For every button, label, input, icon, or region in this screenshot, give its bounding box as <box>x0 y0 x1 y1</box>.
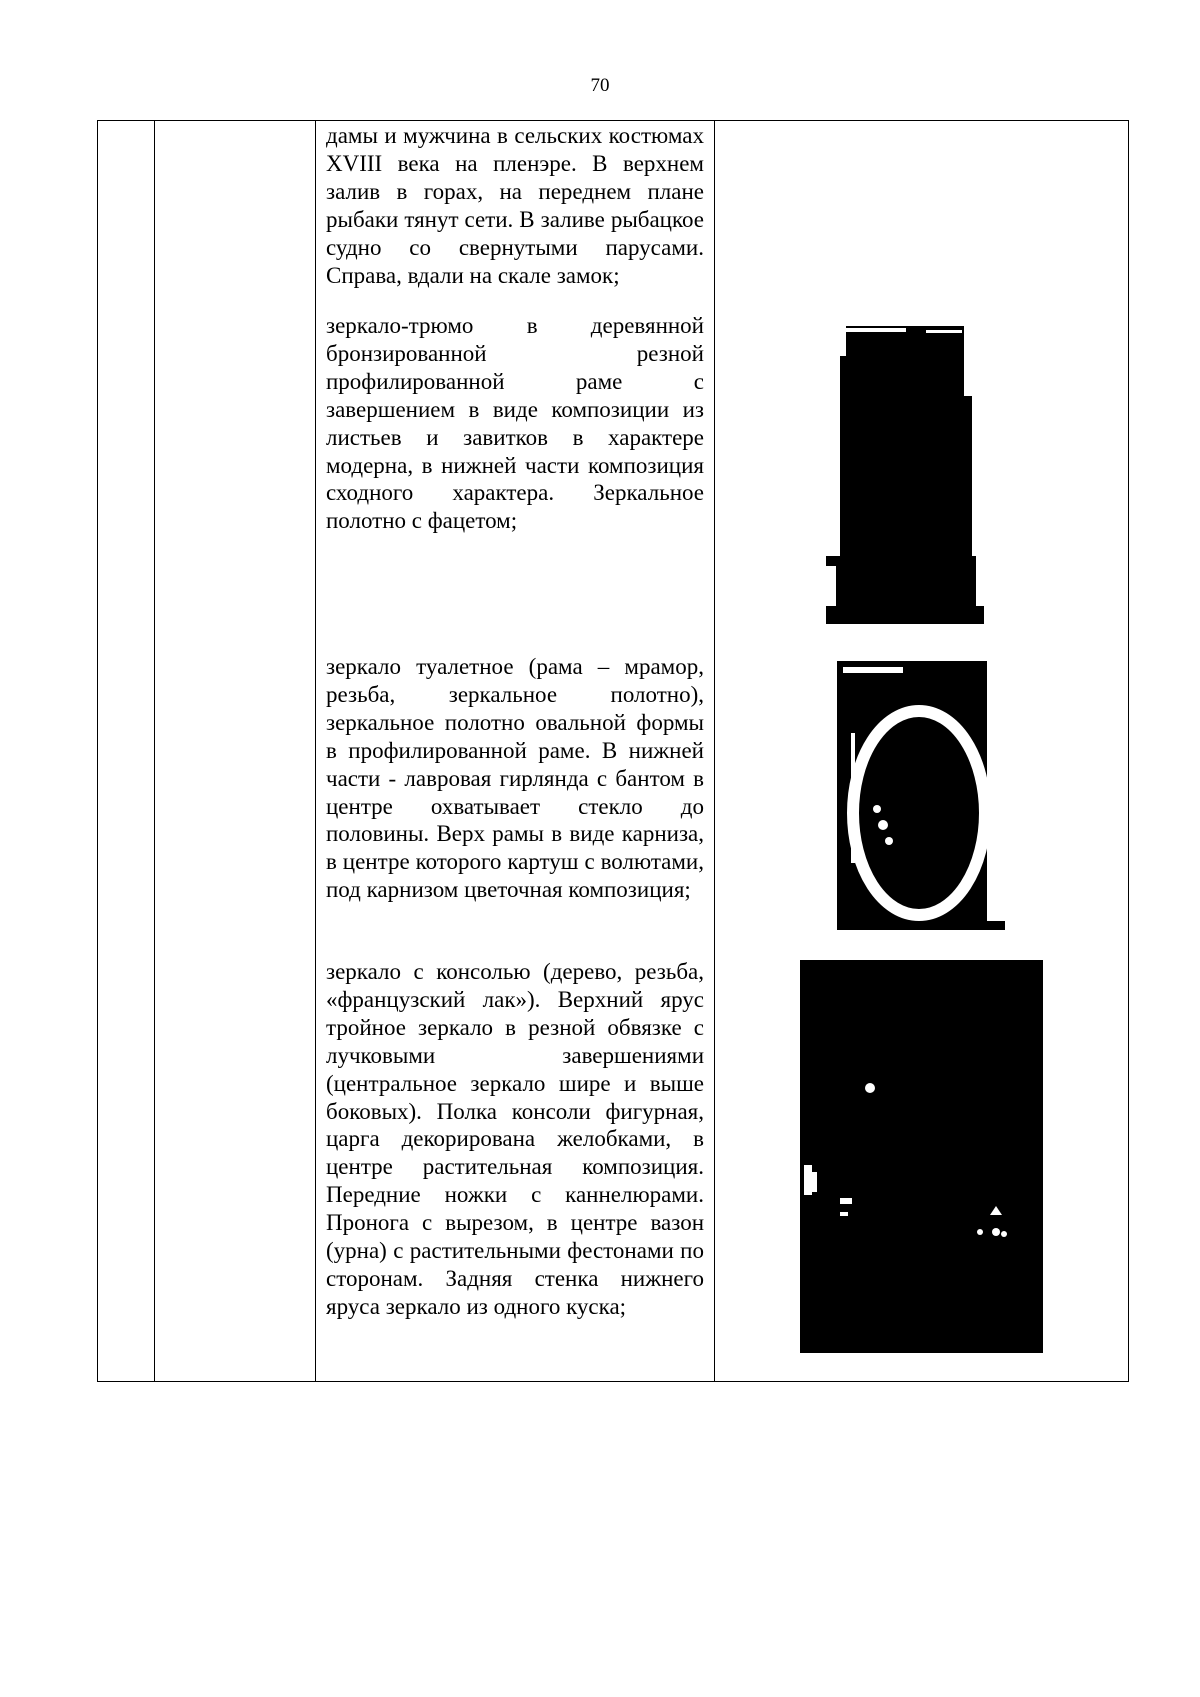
table-border-bottom <box>97 1381 1129 1382</box>
description-fishermen-continuation: дамы и мужчина в сельских костюмах XVIII века на пленэре. В верхнем залив в горах, на переднем плане рыбаки тянут сети. В заливе рыбацкое судно со свернутыми парусами. Справа, вдали на скале замок; <box>326 123 704 288</box>
column-divider-2 <box>315 120 316 1382</box>
description-mirror-toilet: зеркало туалетное (рама – мрамор, резьба, зеркальное полотно), зеркальное полотно овальной формы в профилированной раме. В нижней части - лавровая гирлянда с бантом в центре охватывает стекло до половины. Верх рамы в виде карниза, в центре которого картуш с волютами, под карнизом цветочная композиция; <box>326 654 704 903</box>
description-mirror-trumo: зеркало-трюмо в деревянной бронзированной резной профилированной раме с завершением в виде композиции из листьев и завитков в характере модерна, в нижней части композиция сходного характера. Зеркальное полотно с фацетом; <box>326 313 704 534</box>
column-divider-1 <box>154 120 155 1382</box>
description-mirror-console: зеркало с консолью (дерево, резьба, «французский лак»). Верхний ярус тройное зеркало в резной обвязке с лучковыми завершениями (центральное зеркало шире и выше боковых). Полка консоли фигурная, царга декорирована желобками, в центре растительная композиция. Передние ножки с каннелюрами. Пронога с вырезом, в центре вазон (урна) с растительными фестонами по сторонам. Задняя стенка нижнего яруса зеркало из одного куска; <box>326 959 704 1319</box>
page-number: 70 <box>590 75 610 96</box>
photo-mirror-trumo <box>826 316 984 624</box>
table-border-right <box>1128 120 1129 1382</box>
photo-mirror-toilet <box>837 653 1005 930</box>
inventory-table <box>97 120 1129 1382</box>
table-border-left <box>97 120 98 1382</box>
table-border-top <box>97 120 1129 121</box>
photo-mirror-console <box>800 960 1043 1353</box>
column-divider-3 <box>714 120 715 1382</box>
